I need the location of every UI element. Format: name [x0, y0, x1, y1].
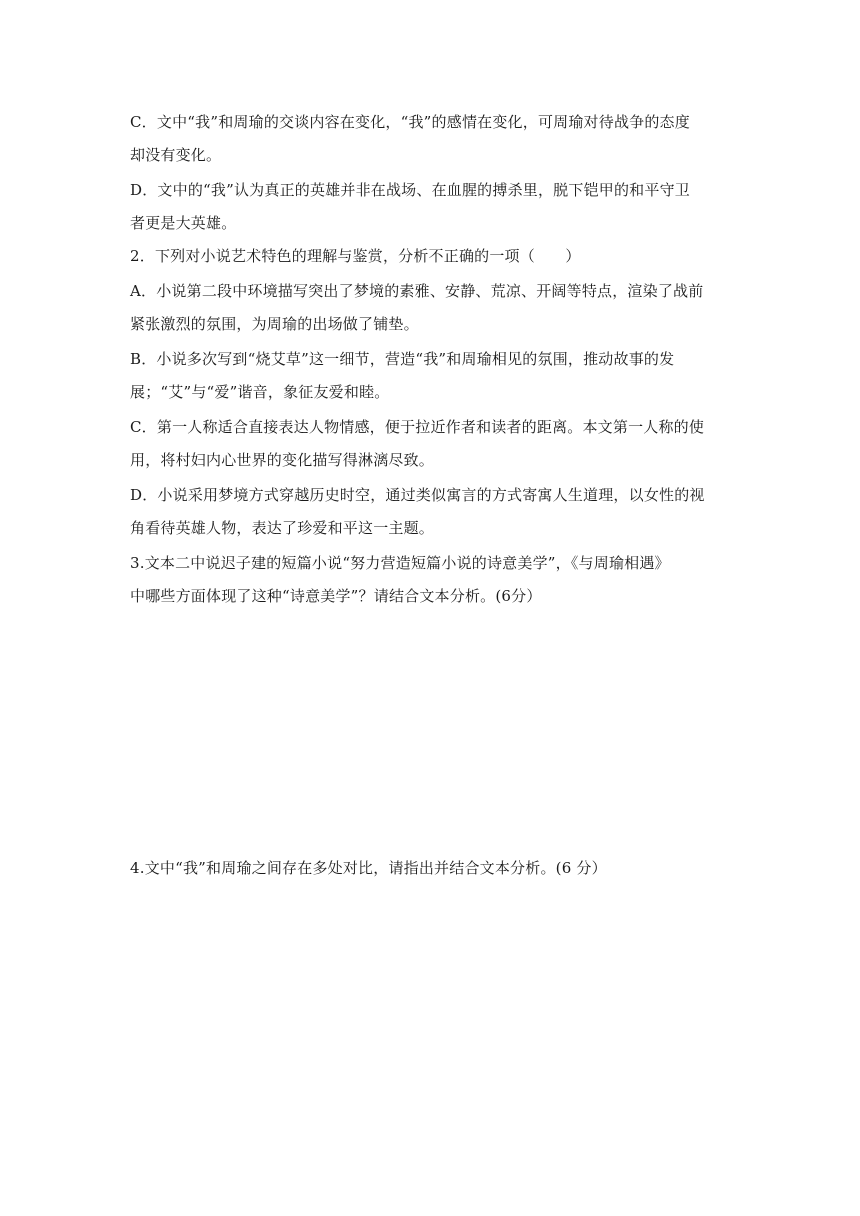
q2-option-a-line1: A．小说第二段中环境描写突出了梦境的素雅、安静、荒凉、开阔等特点，渲染了战前 — [130, 282, 704, 300]
q2-option-c-line1: C．第一人称适合直接表达人物情感，便于拉近作者和读者的距离。本文第一人称的使 — [130, 418, 705, 436]
q2-option-d-line1: D．小说采用梦境方式穿越历史时空，通过类似寓言的方式寄寓人生道理，以女性的视 — [130, 486, 705, 504]
q1-option-d-line2: 者更是大英雄。 — [130, 214, 237, 232]
q2-option-a-line2: 紧张激烈的氛围，为周瑜的出场做了铺垫。 — [130, 315, 419, 333]
q1-option-c-line2: 却没有变化。 — [130, 146, 222, 164]
q3-line1: 3.文本二中说迟子建的短篇小说“努力营造短篇小说的诗意美学”，《与周瑜相遇》 — [130, 554, 670, 572]
q2-option-b-line2: 展；“艾”与“爱”谐音，象征友爱和睦。 — [130, 383, 390, 401]
q2-stem: 2．下列对小说艺术特色的理解与鉴赏，分析不正确的一项（ ） — [130, 247, 581, 265]
q3-line2: 中哪些方面体现了这种“诗意美学”？请结合文本分析。(6分） — [130, 587, 542, 605]
q2-option-b-line1: B．小说多次写到“烧艾草”这一细节，营造“我”和周瑜相见的氛围，推动故事的发 — [130, 350, 675, 368]
q2-option-d-line2: 角看待英雄人物，表达了珍爱和平这一主题。 — [130, 519, 435, 537]
q1-option-c-line1: C．文中“我”和周瑜的交谈内容在变化，“我”的感情在变化，可周瑜对待战争的态度 — [130, 113, 690, 131]
q2-option-c-line2: 用，将村妇内心世界的变化描写得淋漓尽致。 — [130, 451, 435, 469]
q4-line1: 4.文中“我”和周瑜之间存在多处对比，请指出并结合文本分析。(6 分） — [130, 859, 607, 877]
q1-option-d-line1: D．文中的“我”认为真正的英雄并非在战场、在血腥的搏杀里，脱下铠甲的和平守卫 — [130, 181, 690, 199]
